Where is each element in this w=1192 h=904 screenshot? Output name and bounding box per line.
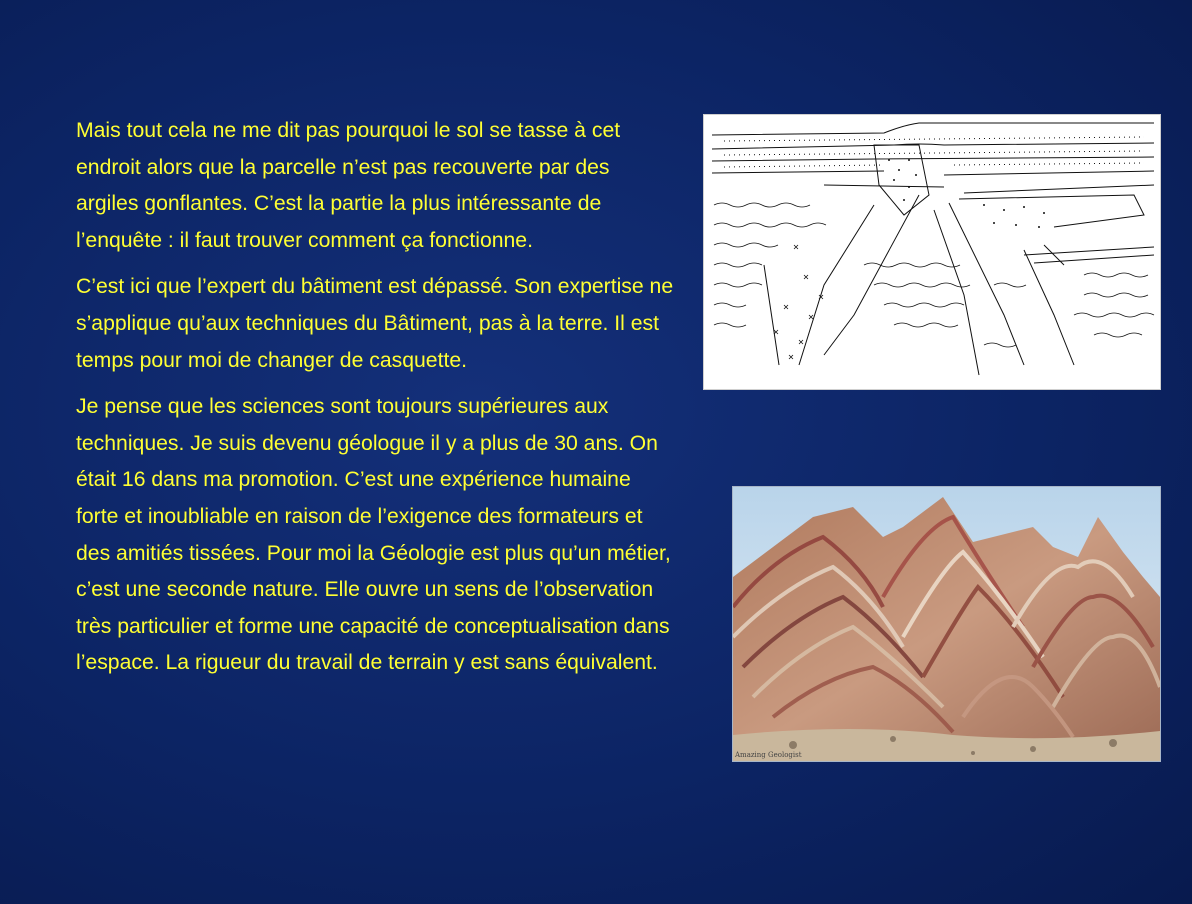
geologic-cross-section-diagram xyxy=(703,114,1161,390)
body-text xyxy=(76,113,676,692)
paragraph-3: Je pense que les sciences sont toujours supérieures aux techniques. Je suis devenu géologue il y a plus de 30 ans. On était 16 dans ma promotion. C’est une expérience humaine forte et inoubliable en raison de l’exigence des formateurs et des amitiés tissées. Pour moi la Géologie est plus qu’un métier, c’est une seconde nature. Elle ouvre un sens de l’observation très particulier et forme une capacité de conceptualisation dans l’espace. La rigueur du travail de terrain y est sans équivalent. xyxy=(76,395,671,675)
photo-watermark: Amazing Geologist xyxy=(735,751,802,759)
folded-rock-strata-photo xyxy=(732,486,1161,762)
paragraph-2: C’est ici que l’expert du bâtiment est dépassé. Son expertise ne s’applique qu’aux techniques du Bâtiment, pas à la terre. Il est temps pour moi de changer de casquette. xyxy=(76,275,674,372)
paragraph-1: Mais tout cela ne me dit pas pourquoi le sol se tasse à cet endroit alors que la parcelle n’est pas recouverte par des argiles gonflantes. C’est la partie la plus intéressante de l’enquête : il faut trouver comment ça fonctionne. xyxy=(76,119,621,252)
